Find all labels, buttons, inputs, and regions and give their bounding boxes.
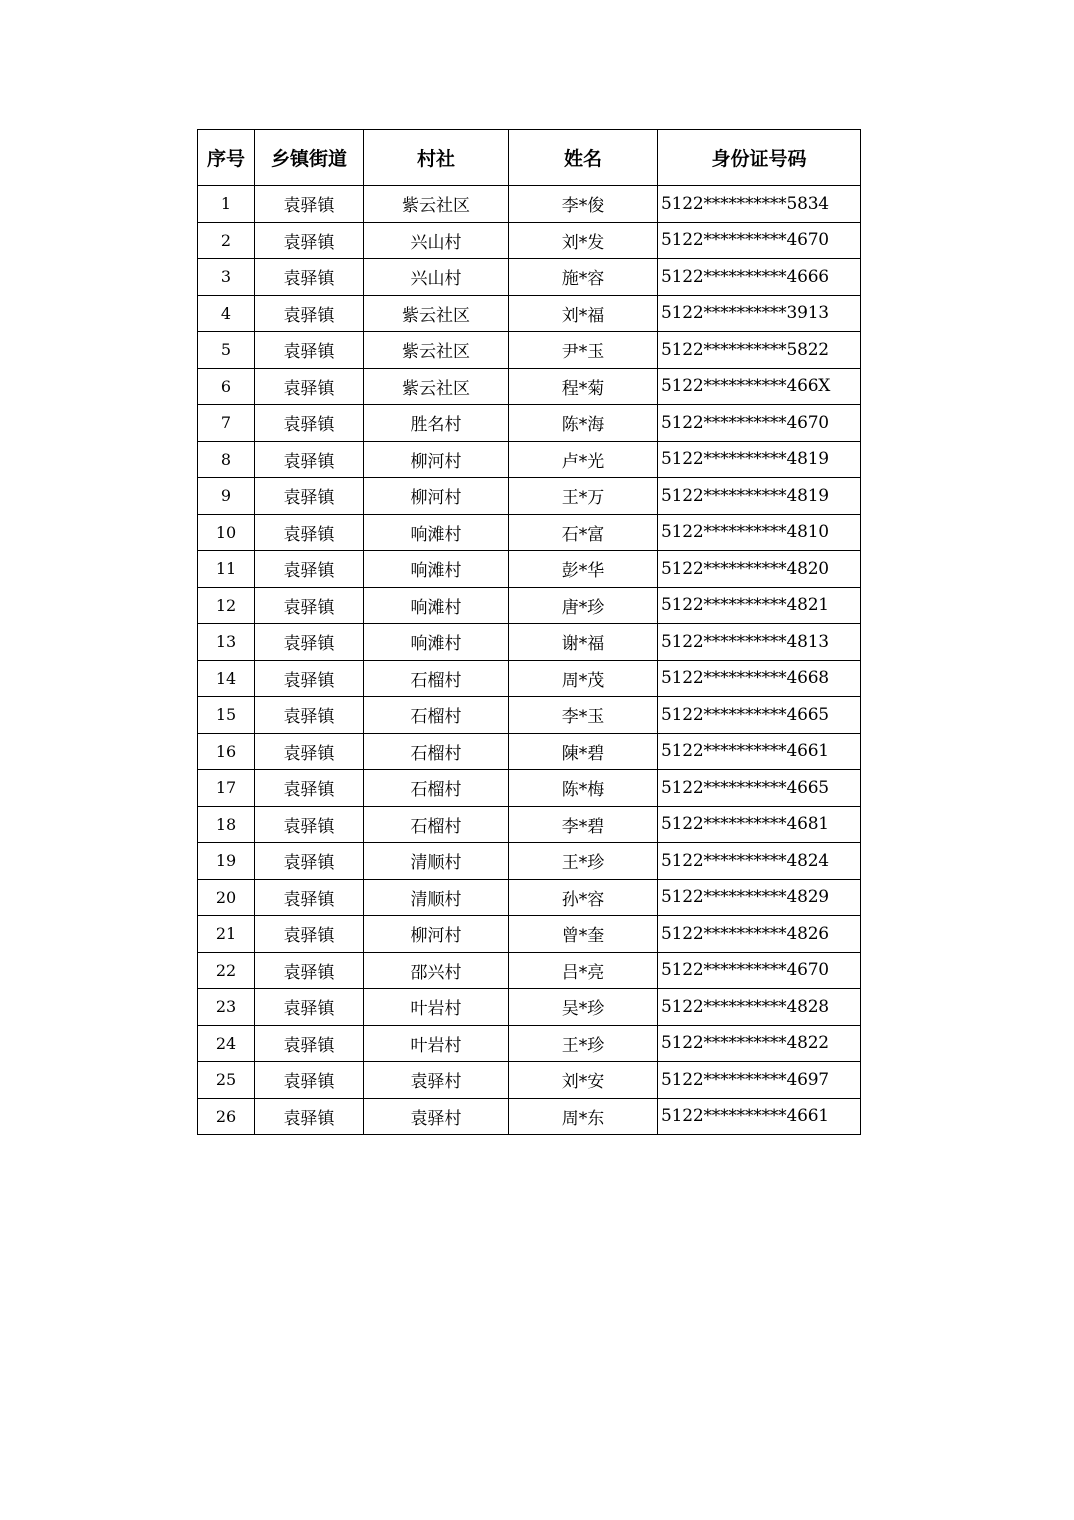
village-cell: 清顺村 xyxy=(364,843,509,880)
table-row xyxy=(198,259,861,296)
row-index-cell: 11 xyxy=(198,551,255,588)
village-cell: 石榴村 xyxy=(364,697,509,734)
row-index-cell: 22 xyxy=(198,952,255,989)
header-township: 乡镇街道 xyxy=(255,130,364,186)
row-index-cell: 20 xyxy=(198,879,255,916)
table-row xyxy=(198,916,861,953)
village-cell: 柳河村 xyxy=(364,916,509,953)
row-index-cell: 25 xyxy=(198,1062,255,1099)
name-cell: 周*茂 xyxy=(509,660,658,697)
township-cell: 袁驿镇 xyxy=(255,697,364,734)
name-cell: 李*碧 xyxy=(509,806,658,843)
id-number-cell: 5122**********466X xyxy=(658,368,861,405)
village-cell: 响滩村 xyxy=(364,551,509,588)
table-row xyxy=(198,368,861,405)
township-cell: 袁驿镇 xyxy=(255,441,364,478)
village-cell: 响滩村 xyxy=(364,624,509,661)
village-cell: 邵兴村 xyxy=(364,952,509,989)
township-cell: 袁驿镇 xyxy=(255,368,364,405)
row-index-cell: 14 xyxy=(198,660,255,697)
village-cell: 紫云社区 xyxy=(364,295,509,332)
name-cell: 唐*珍 xyxy=(509,587,658,624)
name-cell: 刘*福 xyxy=(509,295,658,332)
row-index-cell: 10 xyxy=(198,514,255,551)
name-cell: 王*珍 xyxy=(509,843,658,880)
row-index-cell: 12 xyxy=(198,587,255,624)
name-cell: 谢*福 xyxy=(509,624,658,661)
village-cell: 柳河村 xyxy=(364,441,509,478)
name-cell: 周*东 xyxy=(509,1098,658,1135)
table-row xyxy=(198,478,861,515)
township-cell: 袁驿镇 xyxy=(255,405,364,442)
row-index-cell: 21 xyxy=(198,916,255,953)
table-row xyxy=(198,624,861,661)
table-row xyxy=(198,1062,861,1099)
village-cell: 兴山村 xyxy=(364,222,509,259)
row-index-cell: 4 xyxy=(198,295,255,332)
row-index-cell: 8 xyxy=(198,441,255,478)
name-cell: 李*玉 xyxy=(509,697,658,734)
township-cell: 袁驿镇 xyxy=(255,1025,364,1062)
table-row xyxy=(198,295,861,332)
township-cell: 袁驿镇 xyxy=(255,186,364,223)
header-row xyxy=(198,130,861,186)
id-number-cell: 5122**********4819 xyxy=(658,478,861,515)
township-cell: 袁驿镇 xyxy=(255,587,364,624)
row-index-cell: 13 xyxy=(198,624,255,661)
header-village: 村社 xyxy=(364,130,509,186)
name-cell: 王*珍 xyxy=(509,1025,658,1062)
id-number-cell: 5122**********4824 xyxy=(658,843,861,880)
table-row xyxy=(198,332,861,369)
township-cell: 袁驿镇 xyxy=(255,770,364,807)
village-cell: 紫云社区 xyxy=(364,368,509,405)
village-cell: 兴山村 xyxy=(364,259,509,296)
village-cell: 石榴村 xyxy=(364,660,509,697)
id-number-cell: 5122**********4665 xyxy=(658,770,861,807)
village-cell: 紫云社区 xyxy=(364,332,509,369)
township-cell: 袁驿镇 xyxy=(255,660,364,697)
id-number-cell: 5122**********4826 xyxy=(658,916,861,953)
row-index-cell: 18 xyxy=(198,806,255,843)
roster-table xyxy=(197,129,861,1135)
id-number-cell: 5122**********4681 xyxy=(658,806,861,843)
table-row xyxy=(198,660,861,697)
name-cell: 刘*安 xyxy=(509,1062,658,1099)
table-row xyxy=(198,770,861,807)
township-cell: 袁驿镇 xyxy=(255,551,364,588)
table-row xyxy=(198,587,861,624)
table-row xyxy=(198,551,861,588)
township-cell: 袁驿镇 xyxy=(255,514,364,551)
row-index-cell: 1 xyxy=(198,186,255,223)
township-cell: 袁驿镇 xyxy=(255,989,364,1026)
village-cell: 石榴村 xyxy=(364,733,509,770)
id-number-cell: 5122**********4828 xyxy=(658,989,861,1026)
table-row xyxy=(198,222,861,259)
township-cell: 袁驿镇 xyxy=(255,843,364,880)
id-number-cell: 5122**********4661 xyxy=(658,733,861,770)
table-row xyxy=(198,697,861,734)
name-cell: 吕*亮 xyxy=(509,952,658,989)
row-index-cell: 5 xyxy=(198,332,255,369)
table-row xyxy=(198,733,861,770)
village-cell: 柳河村 xyxy=(364,478,509,515)
row-index-cell: 16 xyxy=(198,733,255,770)
name-cell: 陈*海 xyxy=(509,405,658,442)
name-cell: 彭*华 xyxy=(509,551,658,588)
id-number-cell: 5122**********4670 xyxy=(658,222,861,259)
table-body xyxy=(198,186,861,1135)
id-number-cell: 5122**********5834 xyxy=(658,186,861,223)
table-row xyxy=(198,441,861,478)
id-number-cell: 5122**********4697 xyxy=(658,1062,861,1099)
row-index-cell: 24 xyxy=(198,1025,255,1062)
village-cell: 胜名村 xyxy=(364,405,509,442)
table-row xyxy=(198,952,861,989)
row-index-cell: 7 xyxy=(198,405,255,442)
id-number-cell: 5122**********4665 xyxy=(658,697,861,734)
name-cell: 李*俊 xyxy=(509,186,658,223)
township-cell: 袁驿镇 xyxy=(255,879,364,916)
table-row xyxy=(198,1025,861,1062)
id-number-cell: 5122**********3913 xyxy=(658,295,861,332)
id-number-cell: 5122**********4813 xyxy=(658,624,861,661)
name-cell: 吴*珍 xyxy=(509,989,658,1026)
name-cell: 尹*玉 xyxy=(509,332,658,369)
name-cell: 石*富 xyxy=(509,514,658,551)
table-row xyxy=(198,843,861,880)
table-row xyxy=(198,1098,861,1135)
village-cell: 袁驿村 xyxy=(364,1098,509,1135)
township-cell: 袁驿镇 xyxy=(255,1098,364,1135)
row-index-cell: 2 xyxy=(198,222,255,259)
id-number-cell: 5122**********4666 xyxy=(658,259,861,296)
name-cell: 陈*梅 xyxy=(509,770,658,807)
header-index: 序号 xyxy=(198,130,255,186)
id-number-cell: 5122**********4661 xyxy=(658,1098,861,1135)
township-cell: 袁驿镇 xyxy=(255,624,364,661)
village-cell: 叶岩村 xyxy=(364,1025,509,1062)
township-cell: 袁驿镇 xyxy=(255,259,364,296)
id-number-cell: 5122**********4810 xyxy=(658,514,861,551)
row-index-cell: 17 xyxy=(198,770,255,807)
village-cell: 叶岩村 xyxy=(364,989,509,1026)
name-cell: 施*容 xyxy=(509,259,658,296)
village-cell: 响滩村 xyxy=(364,514,509,551)
name-cell: 程*菊 xyxy=(509,368,658,405)
table-row xyxy=(198,186,861,223)
id-number-cell: 5122**********4670 xyxy=(658,952,861,989)
township-cell: 袁驿镇 xyxy=(255,806,364,843)
name-cell: 卢*光 xyxy=(509,441,658,478)
name-cell: 陳*碧 xyxy=(509,733,658,770)
table-row xyxy=(198,989,861,1026)
village-cell: 响滩村 xyxy=(364,587,509,624)
township-cell: 袁驿镇 xyxy=(255,733,364,770)
name-cell: 曾*奎 xyxy=(509,916,658,953)
table-row xyxy=(198,405,861,442)
row-index-cell: 6 xyxy=(198,368,255,405)
row-index-cell: 15 xyxy=(198,697,255,734)
id-number-cell: 5122**********4829 xyxy=(658,879,861,916)
township-cell: 袁驿镇 xyxy=(255,1062,364,1099)
table-row xyxy=(198,514,861,551)
row-index-cell: 3 xyxy=(198,259,255,296)
township-cell: 袁驿镇 xyxy=(255,222,364,259)
village-cell: 紫云社区 xyxy=(364,186,509,223)
id-number-cell: 5122**********4820 xyxy=(658,551,861,588)
id-number-cell: 5122**********4670 xyxy=(658,405,861,442)
name-cell: 刘*发 xyxy=(509,222,658,259)
row-index-cell: 9 xyxy=(198,478,255,515)
table-row xyxy=(198,879,861,916)
village-cell: 石榴村 xyxy=(364,770,509,807)
id-number-cell: 5122**********4819 xyxy=(658,441,861,478)
name-cell: 王*万 xyxy=(509,478,658,515)
row-index-cell: 23 xyxy=(198,989,255,1026)
township-cell: 袁驿镇 xyxy=(255,295,364,332)
id-number-cell: 5122**********5822 xyxy=(658,332,861,369)
name-cell: 孙*容 xyxy=(509,879,658,916)
village-cell: 石榴村 xyxy=(364,806,509,843)
township-cell: 袁驿镇 xyxy=(255,478,364,515)
township-cell: 袁驿镇 xyxy=(255,952,364,989)
id-number-cell: 5122**********4822 xyxy=(658,1025,861,1062)
village-cell: 清顺村 xyxy=(364,879,509,916)
table-row xyxy=(198,806,861,843)
village-cell: 袁驿村 xyxy=(364,1062,509,1099)
id-number-cell: 5122**********4821 xyxy=(658,587,861,624)
township-cell: 袁驿镇 xyxy=(255,916,364,953)
township-cell: 袁驿镇 xyxy=(255,332,364,369)
header-id-number: 身份证号码 xyxy=(658,130,861,186)
row-index-cell: 19 xyxy=(198,843,255,880)
header-name: 姓名 xyxy=(509,130,658,186)
row-index-cell: 26 xyxy=(198,1098,255,1135)
id-number-cell: 5122**********4668 xyxy=(658,660,861,697)
